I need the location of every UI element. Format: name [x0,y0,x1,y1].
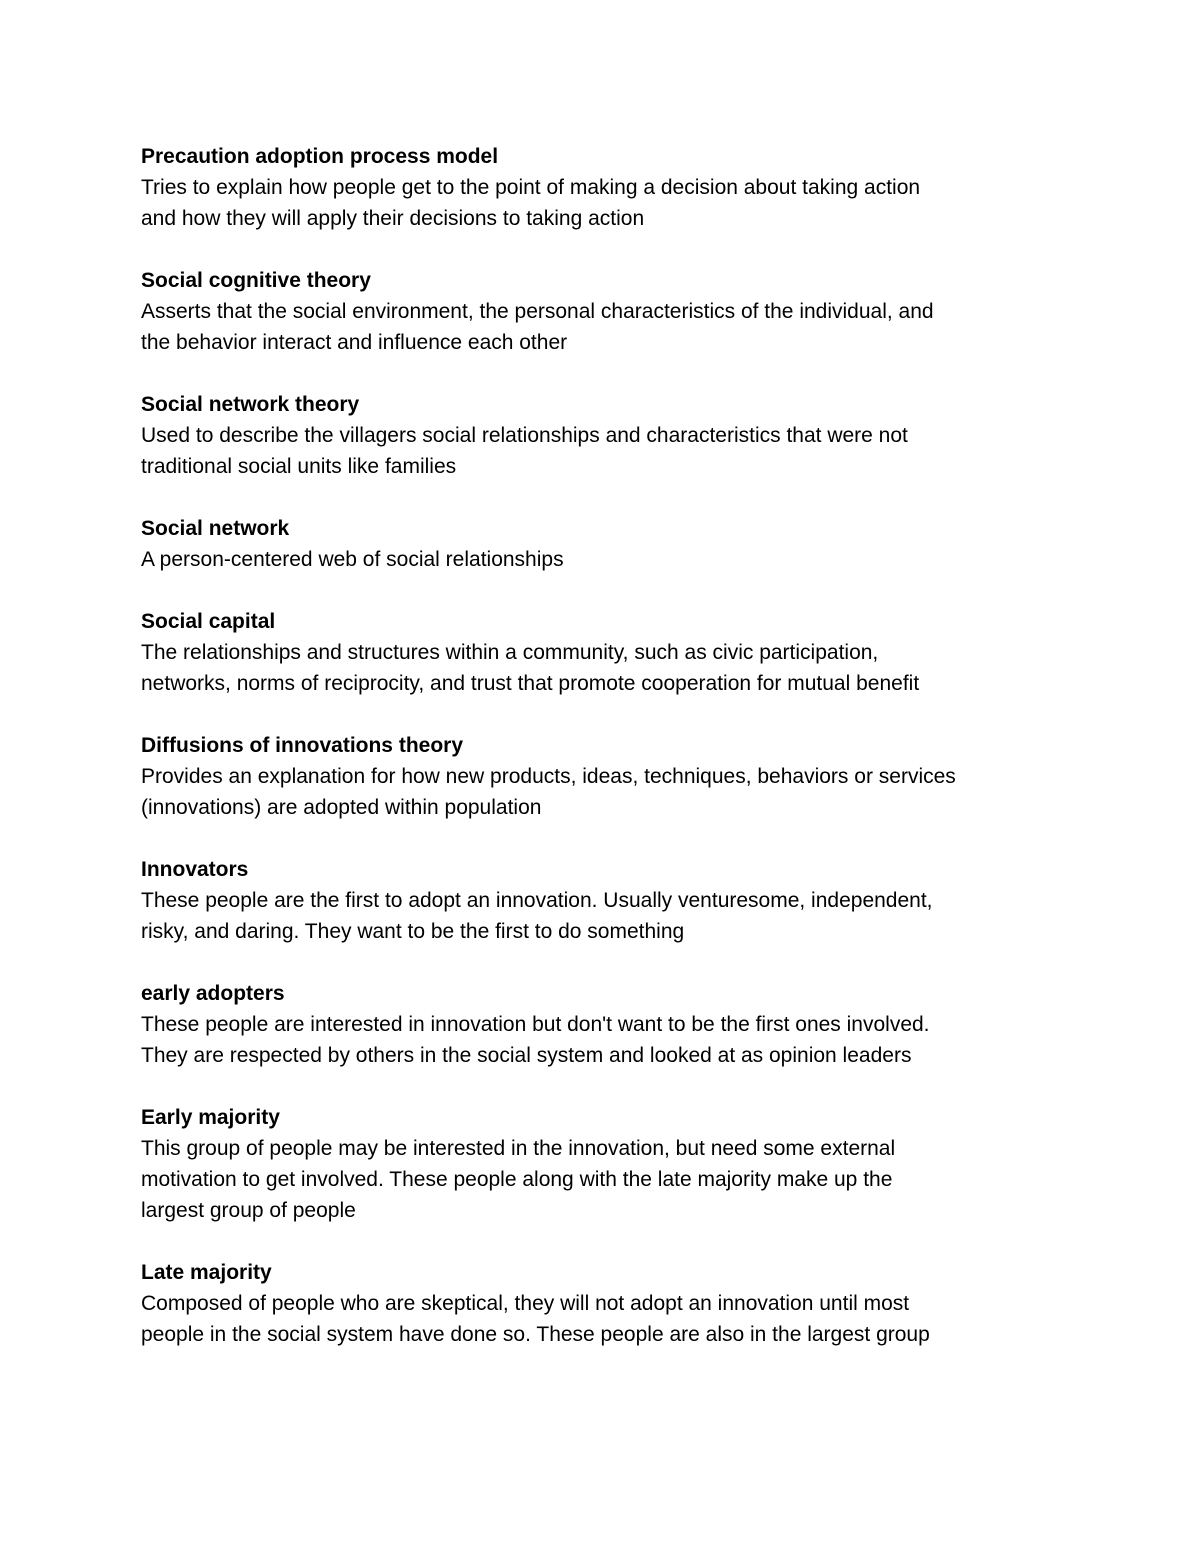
entry-term: Social cognitive theory [141,269,371,292]
entry-social-capital [141,606,1071,699]
definition-line: largest group of people [141,1199,356,1222]
definition-line: traditional social units like families [141,455,457,478]
entry-innovators [141,854,1071,947]
definition-line: The relationships and structures within a community, such as civic participation, [141,641,879,664]
entry-definition [141,172,1071,234]
definition-line: motivation to get involved. These people along with the late majority make up the [141,1168,893,1191]
entry-late-majority [141,1257,1071,1350]
entry-term: Social network theory [141,393,360,416]
definition-line: Provides an explanation for how new products, ideas, techniques, behaviors or services [141,765,956,788]
entry-term: Social capital [141,610,276,633]
definition-line: This group of people may be interested in the innovation, but need some external [141,1137,896,1160]
entry-definition [141,1133,1071,1226]
definition-line: These people are interested in innovation but don't want to be the first ones involved. [141,1013,930,1036]
definition-line: These people are the first to adopt an innovation. Usually venturesome, independent, [141,889,933,912]
entry-definition [141,885,1071,947]
definition-line: (innovations) are adopted within population [141,796,542,819]
definition-line: Composed of people who are skeptical, they will not adopt an innovation until most [141,1292,910,1315]
document-page [141,141,1071,1381]
entry-term: Innovators [141,858,249,881]
entry-term: Social network [141,517,290,540]
definition-line: Used to describe the villagers social relationships and characteristics that were not [141,424,908,447]
definition-line: the behavior interact and influence each other [141,331,568,354]
entry-definition [141,1288,1071,1350]
entry-definition [141,637,1071,699]
definition-line: A person-centered web of social relationships [141,548,564,571]
definition-line: risky, and daring. They want to be the first to do something [141,920,685,943]
entry-early-majority [141,1102,1071,1226]
entry-term: Precaution adoption process model [141,145,499,168]
entry-precaution-adoption-process-model [141,141,1071,234]
entry-social-cognitive-theory [141,265,1071,358]
entry-term: Diffusions of innovations theory [141,734,464,757]
entry-social-network [141,513,1071,575]
definition-line: and how they will apply their decisions to taking action [141,207,645,230]
definition-line: Tries to explain how people get to the point of making a decision about taking action [141,176,921,199]
entry-definition [141,544,1071,575]
entry-definition [141,761,1071,823]
entry-definition [141,420,1071,482]
entry-early-adopters [141,978,1071,1071]
entry-term: early adopters [141,982,285,1005]
entry-diffusions-of-innovations-theory [141,730,1071,823]
definition-line: They are respected by others in the social system and looked at as opinion leaders [141,1044,912,1067]
entry-social-network-theory [141,389,1071,482]
entry-term: Early majority [141,1106,280,1129]
entry-term: Late majority [141,1261,272,1284]
entry-definition [141,296,1071,358]
definition-line: networks, norms of reciprocity, and trust that promote cooperation for mutual benefit [141,672,920,695]
entry-definition [141,1009,1071,1071]
definition-line: people in the social system have done so. These people are also in the largest group [141,1323,930,1346]
definition-line: Asserts that the social environment, the personal characteristics of the individual, and [141,300,934,323]
